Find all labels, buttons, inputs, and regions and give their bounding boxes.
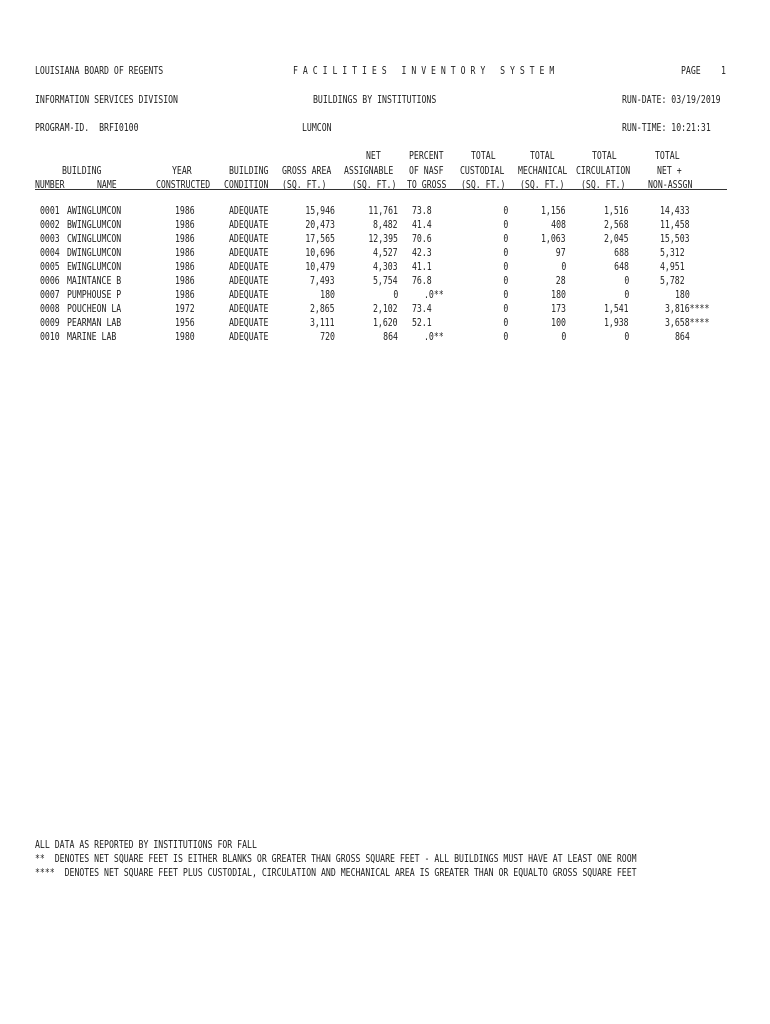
col-condition-1: BUILDING: [229, 165, 269, 177]
cell-gross: 720: [320, 331, 335, 343]
cell-circulation: 1,516: [604, 205, 629, 217]
cell-condition: ADEQUATE: [229, 233, 269, 245]
cell-custodial: 0: [503, 233, 508, 245]
cell-net: 8,482: [373, 219, 398, 231]
program-id: PROGRAM-ID. BRFI0100: [35, 122, 139, 134]
cell-name: DWINGLUMCON: [67, 247, 122, 259]
page-number: 1: [721, 65, 726, 77]
cell-number: 0009: [40, 317, 60, 329]
cell-condition: ADEQUATE: [229, 331, 269, 343]
cell-gross: 15,946: [305, 205, 335, 217]
footer-note: ** DENOTES NET SQUARE FEET IS EITHER BLANKS OR GREATER THAN GROSS SQUARE FEET - ALL BUILDINGS MUST HAVE AT LEAST ONE ROOM: [35, 853, 637, 865]
cell-number: 0005: [40, 261, 60, 273]
cell-condition: ADEQUATE: [229, 275, 269, 287]
cell-circulation: 0: [624, 289, 629, 301]
cell-circulation: 1,541: [604, 303, 629, 315]
col-custodial-3: (SQ. FT.): [461, 179, 506, 191]
cell-name: CWINGLUMCON: [67, 233, 122, 245]
cell-custodial: 0: [503, 331, 508, 343]
col-mechanical-2: MECHANICAL: [518, 165, 568, 177]
cell-percent: 42.3: [412, 247, 432, 259]
cell-custodial: 0: [503, 219, 508, 231]
cell-year: 1986: [175, 275, 195, 287]
cell-circulation: 2,568: [604, 219, 629, 231]
col-percent-3: TO GROSS: [407, 179, 447, 191]
cell-net: 4,527: [373, 247, 398, 259]
cell-name: MARINE LAB: [67, 331, 117, 343]
cell-gross: 3,111: [310, 317, 335, 329]
footer-note: ALL DATA AS REPORTED BY INSTITUTIONS FOR FALL: [35, 839, 257, 851]
cell-number: 0004: [40, 247, 60, 259]
cell-gross: 10,696: [305, 247, 335, 259]
cell-percent: .0**: [424, 331, 444, 343]
cell-gross: 17,565: [305, 233, 335, 245]
cell-circulation: 648: [614, 261, 629, 273]
col-condition-2: CONDITION: [224, 179, 269, 191]
cell-custodial: 0: [503, 303, 508, 315]
cell-mechanical: 408: [551, 219, 566, 231]
footer-note: **** DENOTES NET SQUARE FEET PLUS CUSTODIAL, CIRCULATION AND MECHANICAL AREA IS GREATER THAN OR EQUALTO GROSS SQUARE FEET: [35, 867, 637, 879]
cell-condition: ADEQUATE: [229, 317, 269, 329]
cell-net: 5,754: [373, 275, 398, 287]
cell-total-net: 15,503: [660, 233, 690, 245]
cell-year: 1986: [175, 289, 195, 301]
col-number: NUMBER: [35, 179, 65, 191]
cell-mechanical: 0: [561, 261, 566, 273]
cell-mechanical: 28: [556, 275, 566, 287]
cell-number: 0007: [40, 289, 60, 301]
system-title: F A C I L I T I E S I N V E N T O R Y S Y S T E M: [293, 65, 555, 77]
division-name: INFORMATION SERVICES DIVISION: [35, 94, 178, 106]
cell-name: MAINTANCE B: [67, 275, 122, 287]
cell-condition: ADEQUATE: [229, 261, 269, 273]
cell-year: 1986: [175, 219, 195, 231]
col-year-2: CONSTRUCTED: [156, 179, 211, 191]
cell-circulation: 1,938: [604, 317, 629, 329]
cell-gross: 180: [320, 289, 335, 301]
col-year-1: YEAR: [172, 165, 192, 177]
col-circulation-2: CIRCULATION: [576, 165, 631, 177]
cell-percent: 73.8: [412, 205, 432, 217]
cell-net: 0: [393, 289, 398, 301]
cell-mechanical: 100: [551, 317, 566, 329]
cell-number: 0010: [40, 331, 60, 343]
cell-condition: ADEQUATE: [229, 247, 269, 259]
cell-net: 12,395: [368, 233, 398, 245]
cell-condition: ADEQUATE: [229, 303, 269, 315]
col-building: BUILDING: [62, 165, 102, 177]
cell-mechanical: 1,156: [541, 205, 566, 217]
cell-circulation: 0: [624, 331, 629, 343]
col-custodial-1: TOTAL: [471, 150, 496, 162]
cell-name: PUMPHOUSE P: [67, 289, 122, 301]
cell-mechanical: 0: [561, 331, 566, 343]
cell-name: EWINGLUMCON: [67, 261, 122, 273]
cell-condition: ADEQUATE: [229, 219, 269, 231]
cell-number: 0002: [40, 219, 60, 231]
cell-custodial: 0: [503, 261, 508, 273]
cell-custodial: 0: [503, 205, 508, 217]
run-date: RUN-DATE: 03/19/2019: [622, 94, 721, 106]
cell-percent: 70.6: [412, 233, 432, 245]
col-mechanical-1: TOTAL: [530, 150, 555, 162]
org-name: LOUISIANA BOARD OF REGENTS: [35, 65, 164, 77]
cell-percent: .0**: [424, 289, 444, 301]
cell-year: 1986: [175, 247, 195, 259]
run-time: RUN-TIME: 10:21:31: [622, 122, 711, 134]
col-totalnet-1: TOTAL: [655, 150, 680, 162]
cell-gross: 7,493: [310, 275, 335, 287]
col-gross-1: GROSS AREA: [282, 165, 332, 177]
cell-net: 1,620: [373, 317, 398, 329]
cell-gross: 10,479: [305, 261, 335, 273]
cell-percent: 41.1: [412, 261, 432, 273]
cell-net: 11,761: [368, 205, 398, 217]
cell-mechanical: 180: [551, 289, 566, 301]
cell-custodial: 0: [503, 247, 508, 259]
cell-name: POUCHEON LA: [67, 303, 122, 315]
cell-circulation: 0: [624, 275, 629, 287]
cell-custodial: 0: [503, 275, 508, 287]
cell-total-net: 180: [675, 289, 690, 301]
cell-condition: ADEQUATE: [229, 205, 269, 217]
page-label: PAGE: [681, 65, 701, 77]
cell-total-net: 864: [675, 331, 690, 343]
institution-name: LUMCON: [302, 122, 332, 134]
cell-number: 0008: [40, 303, 60, 315]
col-net-2: ASSIGNABLE: [344, 165, 394, 177]
cell-year: 1986: [175, 261, 195, 273]
cell-total-net: 14,433: [660, 205, 690, 217]
footer-notes: [35, 838, 770, 880]
col-totalnet-3: NON-ASSGN: [648, 179, 693, 191]
cell-gross: 2,865: [310, 303, 335, 315]
cell-mechanical: 97: [556, 247, 566, 259]
cell-percent: 41.4: [412, 219, 432, 231]
cell-mechanical: 173: [551, 303, 566, 315]
cell-net: 4,303: [373, 261, 398, 273]
col-net-3: (SQ. FT.): [352, 179, 397, 191]
cell-total-net: 5,782: [660, 275, 685, 287]
cell-net: 864: [383, 331, 398, 343]
cell-custodial: 0: [503, 289, 508, 301]
cell-custodial: 0: [503, 317, 508, 329]
col-circulation-1: TOTAL: [592, 150, 617, 162]
cell-year: 1980: [175, 331, 195, 343]
cell-number: 0006: [40, 275, 60, 287]
cell-net: 2,102: [373, 303, 398, 315]
cell-mechanical: 1,063: [541, 233, 566, 245]
cell-percent: 73.4: [412, 303, 432, 315]
cell-total-net: 4,951: [660, 261, 685, 273]
cell-circulation: 2,045: [604, 233, 629, 245]
col-gross-2: (SQ. FT.): [282, 179, 327, 191]
cell-total-net: 11,458: [660, 219, 690, 231]
header-underline: [35, 189, 727, 190]
cell-year: 1986: [175, 233, 195, 245]
col-net-1: NET: [366, 150, 381, 162]
cell-total-net: 3,816****: [665, 303, 710, 315]
cell-percent: 76.8: [412, 275, 432, 287]
cell-name: PEARMAN LAB: [67, 317, 122, 329]
col-percent-2: OF NASF: [409, 165, 444, 177]
col-mechanical-3: (SQ. FT.): [520, 179, 565, 191]
cell-total-net: 3,658****: [665, 317, 710, 329]
col-percent-1: PERCENT: [409, 150, 444, 162]
cell-percent: 52.1: [412, 317, 432, 329]
col-custodial-2: CUSTODIAL: [460, 165, 505, 177]
cell-year: 1972: [175, 303, 195, 315]
cell-number: 0001: [40, 205, 60, 217]
cell-condition: ADEQUATE: [229, 289, 269, 301]
cell-name: AWINGLUMCON: [67, 205, 122, 217]
cell-year: 1986: [175, 205, 195, 217]
cell-gross: 20,473: [305, 219, 335, 231]
cell-total-net: 5,312: [660, 247, 685, 259]
report-title: BUILDINGS BY INSTITUTIONS: [313, 94, 437, 106]
col-circulation-3: (SQ. FT.): [581, 179, 626, 191]
cell-name: BWINGLUMCON: [67, 219, 122, 231]
cell-circulation: 688: [614, 247, 629, 259]
col-name: NAME: [97, 179, 117, 191]
col-totalnet-2: NET +: [657, 165, 682, 177]
cell-number: 0003: [40, 233, 60, 245]
cell-year: 1956: [175, 317, 195, 329]
